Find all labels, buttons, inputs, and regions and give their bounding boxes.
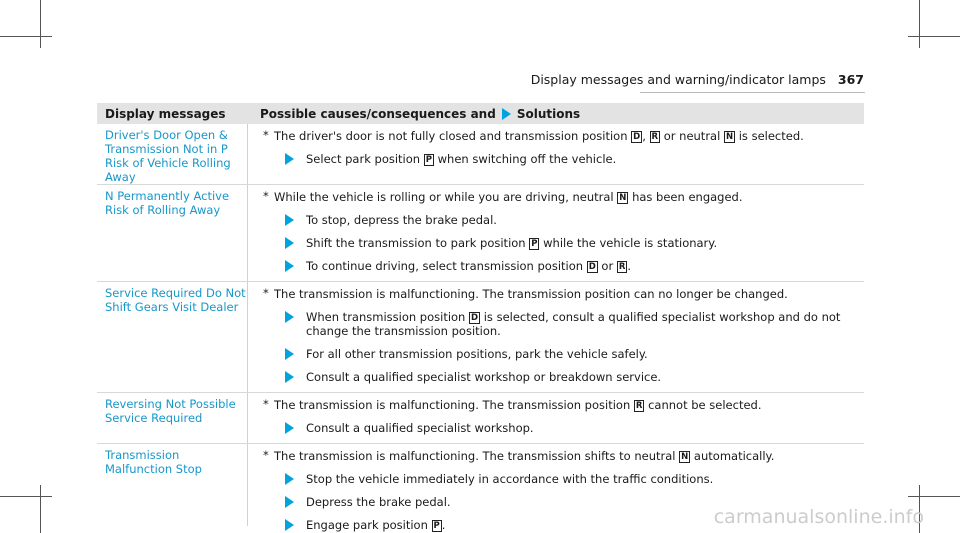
crop-mark <box>0 496 52 497</box>
text-run: Engage park position <box>306 518 432 532</box>
crop-mark <box>908 36 960 37</box>
solution-text <box>306 421 534 435</box>
arrow-icon <box>502 108 511 120</box>
solution-step <box>260 152 864 166</box>
text-run: While the vehicle is rolling or while you are driving, neutral <box>274 190 618 204</box>
asterisk-icon: * <box>263 286 269 300</box>
gear-key-r-icon: R <box>618 262 626 272</box>
table-row <box>97 185 864 282</box>
gear-key-n-icon: N <box>681 452 689 462</box>
text-run: is selected, consult a qualified specialist workshop and do not change the transmission position. <box>306 310 841 338</box>
text-run: Consult a qualified specialist workshop or breakdown service. <box>306 370 662 384</box>
gear-key-n-icon: N <box>619 193 627 203</box>
display-message: N Permanently Active Risk of Rolling Away <box>97 185 248 281</box>
display-message: Reversing Not Possible Service Required <box>97 393 248 443</box>
display-message: Transmission Malfunction Stop <box>97 444 248 526</box>
asterisk-icon: * <box>263 128 269 142</box>
text-run: The transmission is malfunctioning. The transmission position <box>274 398 634 412</box>
text-run: To continue driving, select transmission position <box>306 259 587 273</box>
causes-solutions-cell <box>248 124 864 184</box>
crop-mark <box>919 0 920 48</box>
solution-text <box>306 495 451 509</box>
text-run: To stop, depress the brake pedal. <box>306 213 497 227</box>
messages-table <box>97 103 864 532</box>
column-header-causes-text: Possible causes/consequences and <box>260 106 496 121</box>
solution-step <box>260 310 864 338</box>
arrow-icon <box>285 473 294 485</box>
text-run: cannot be selected. <box>644 398 762 412</box>
gear-key-p-icon: P <box>433 521 440 531</box>
column-header-solutions-text: Solutions <box>516 106 581 121</box>
asterisk-icon: * <box>263 397 269 411</box>
text-run: Select park position <box>306 152 424 166</box>
text-run: . <box>627 259 632 273</box>
table-row <box>97 124 864 185</box>
text-run: or <box>597 259 617 273</box>
cause-text <box>260 449 864 463</box>
gear-key-n-icon: N <box>725 132 734 142</box>
solution-text <box>306 518 445 532</box>
text-run: or neutral <box>660 129 724 143</box>
solution-text <box>306 213 497 227</box>
text-run: . <box>441 518 446 532</box>
display-message: Service Required Do Not Shift Gears Visit Dealer <box>97 282 248 392</box>
arrow-icon <box>285 237 294 249</box>
causes-solutions-cell <box>248 282 864 392</box>
text-run: Stop the vehicle immediately in accordance with the traffic conditions. <box>306 472 714 486</box>
table-body <box>97 124 864 532</box>
table-header <box>97 103 864 124</box>
asterisk-icon: * <box>263 448 269 462</box>
causes-solutions-cell <box>248 393 864 443</box>
header-rule <box>640 92 865 93</box>
text-run: Depress the brake pedal. <box>306 495 451 509</box>
cause-text <box>260 398 864 412</box>
text-run: Consult a qualified specialist workshop. <box>306 421 534 435</box>
text-run: The driver's door is not fully closed and transmission position <box>274 129 632 143</box>
arrow-icon <box>285 260 294 272</box>
watermark: carmanualsonline.info <box>713 506 924 528</box>
arrow-icon <box>285 422 294 434</box>
text-run: The transmission is malfunctioning. The transmission shifts to neutral <box>274 449 680 463</box>
solution-step <box>260 347 864 361</box>
text-run: has been engaged. <box>628 190 743 204</box>
text-run: Shift the transmission to park position <box>306 236 530 250</box>
gear-key-p-icon: P <box>425 155 432 165</box>
section-title: Display messages and warning/indicator lamps <box>530 72 826 87</box>
arrow-icon <box>285 214 294 226</box>
causes-solutions-cell <box>248 185 864 281</box>
solution-step <box>260 421 864 435</box>
solution-step <box>260 370 864 384</box>
cause-text <box>260 287 864 301</box>
gear-key-d-icon: D <box>471 313 479 323</box>
arrow-icon <box>285 153 294 165</box>
solution-text <box>306 472 713 486</box>
arrow-icon <box>285 519 294 531</box>
solution-step <box>260 472 864 486</box>
solution-text <box>306 347 648 361</box>
solution-step <box>260 213 864 227</box>
crop-mark <box>908 496 960 497</box>
gear-key-r-icon: R <box>635 401 643 411</box>
page-header <box>531 72 864 87</box>
text-run: For all other transmission positions, park the vehicle safely. <box>306 347 648 361</box>
solution-step <box>260 259 864 273</box>
arrow-icon <box>285 348 294 360</box>
solution-text <box>306 259 631 273</box>
text-run: is selected. <box>735 129 804 143</box>
text-run: while the vehicle is stationary. <box>539 236 718 250</box>
solution-step <box>260 236 864 250</box>
text-run: automatically. <box>690 449 775 463</box>
crop-mark <box>40 485 41 533</box>
asterisk-icon: * <box>263 189 269 203</box>
gear-key-d-icon: D <box>633 132 641 142</box>
cause-text <box>260 129 864 143</box>
gear-key-r-icon: R <box>651 132 659 142</box>
text-run: when switching off the vehicle. <box>433 152 617 166</box>
arrow-icon <box>285 371 294 383</box>
table-row <box>97 282 864 393</box>
arrow-icon <box>285 496 294 508</box>
page-number: 367 <box>837 72 864 87</box>
arrow-icon <box>285 311 294 323</box>
column-header-causes <box>248 107 864 121</box>
text-run: , <box>642 129 650 143</box>
gear-key-p-icon: P <box>531 239 538 249</box>
solution-text <box>306 310 864 338</box>
display-message: Driver's Door Open & Transmission Not in P Risk of Vehicle Rolling Away <box>97 124 248 184</box>
text-run: When transmission position <box>306 310 470 324</box>
crop-mark <box>0 36 52 37</box>
crop-mark <box>40 0 41 48</box>
gear-key-d-icon: D <box>588 262 596 272</box>
solution-text <box>306 236 717 250</box>
table-row <box>97 393 864 444</box>
text-run: The transmission is malfunctioning. The transmission position can no longer be changed. <box>274 287 788 301</box>
column-header-messages: Display messages <box>105 106 226 121</box>
solution-text <box>306 152 616 166</box>
cause-text <box>260 190 864 204</box>
solution-text <box>306 370 661 384</box>
